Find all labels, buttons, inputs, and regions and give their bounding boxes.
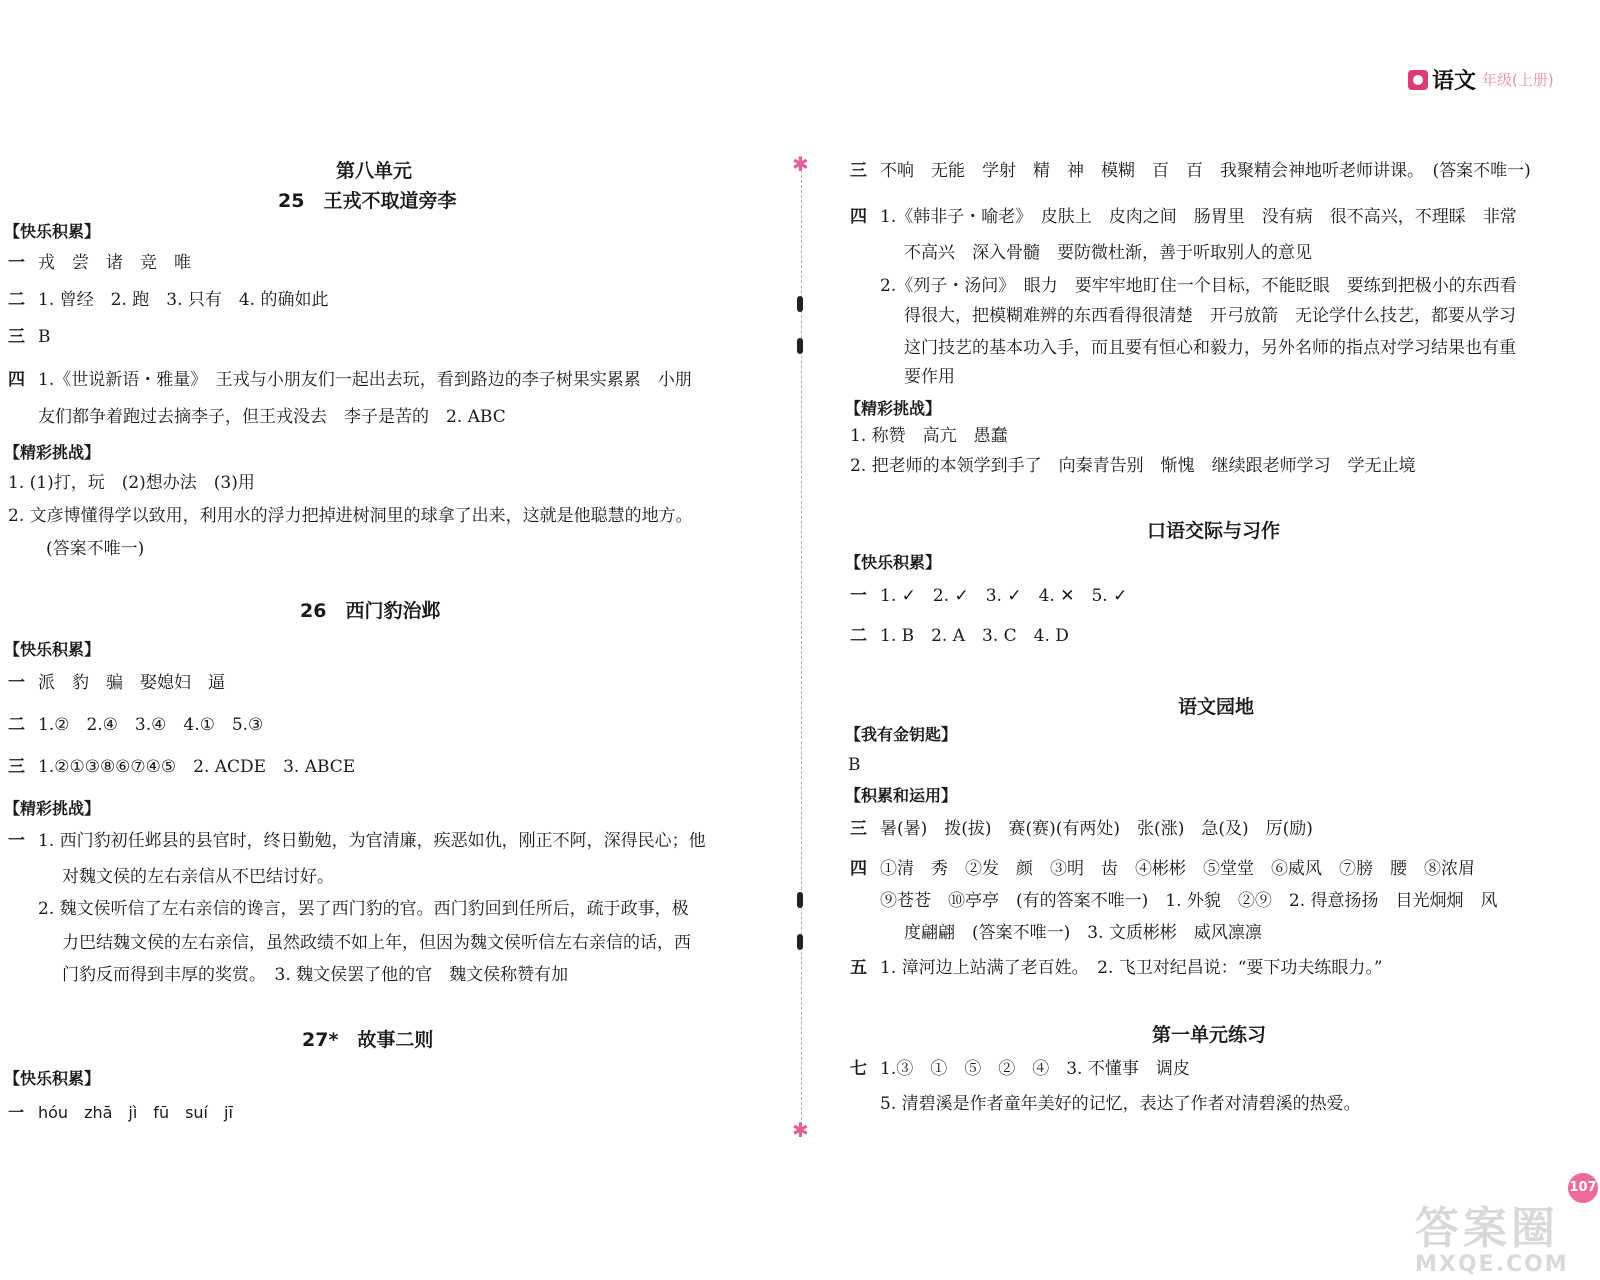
star-icon: ✱ <box>792 1118 809 1142</box>
section-label: 【精彩挑战】 <box>4 443 101 462</box>
lesson-title: 26 西门豹治邺 <box>300 600 441 622</box>
binding-dot <box>797 296 803 312</box>
answer-line: 1. 称赞 高亢 愚蠢 <box>850 426 1008 446</box>
book-logo <box>1408 64 1554 95</box>
answer-line: 二 1. B 2. A 3. C 4. D <box>850 626 1069 646</box>
answer-line: 一 1. ✓ 2. ✓ 3. ✓ 4. ✕ 5. ✓ <box>850 586 1128 606</box>
section-title: 第一单元练习 <box>1152 1024 1267 1046</box>
answer-line: (答案不唯一) <box>46 539 145 559</box>
answer-line: 度翩翩 (答案不唯一) 3. 文质彬彬 威风凛凛 <box>904 923 1262 943</box>
answer-line: 二 1. 曾经 2. 跑 3. 只有 4. 的确如此 <box>8 290 329 310</box>
answer-line: ⑨苍苍 ⑩亭亭 (有的答案不唯一) 1. 外貌 ②⑨ 2. 得意扬扬 目光炯炯 风 <box>880 891 1498 911</box>
answer-line: 五 1. 漳河边上站满了老百姓。 2. 飞卫对纪昌说：“要下功夫练眼力。” <box>850 958 1383 978</box>
answer-line: 得很大，把模糊难辨的东西看得很清楚 开弓放箭 无论学什么技艺，都要从学习 <box>904 306 1516 326</box>
section-label: 【积累和运用】 <box>845 786 958 805</box>
section-label: 【精彩挑战】 <box>4 799 101 818</box>
section-title: 语文园地 <box>1178 696 1255 718</box>
logo-title: 语文 <box>1432 69 1477 94</box>
star-icon: ✱ <box>792 152 809 176</box>
answer-line: 2. 文彦博懂得学以致用，利用水的浮力把掉进树洞里的球拿了出来，这就是他聪慧的地方。 <box>8 506 693 526</box>
answer-line: 一 hóu zhā jì fū suí jī <box>8 1103 233 1122</box>
answer-line: 力巴结魏文侯的左右亲信，虽然政绩不如上年，但因为魏文侯听信左右亲信的话，西 <box>62 933 691 953</box>
section-label: 【快乐积累】 <box>845 553 942 572</box>
page-divider <box>801 170 802 1130</box>
answer-line: 一 派 豹 骗 娶媳妇 逼 <box>8 673 225 693</box>
answer-line: 门豹反而得到丰厚的奖赏。 3. 魏文侯罢了他的官 魏文侯称赞有加 <box>62 965 569 985</box>
answer-line: 四 1.《世说新语・雅量》 王戎与小朋友们一起出去玩，看到路边的李子树果实累累 小朋 <box>8 370 692 390</box>
answer-line: 四 1.《韩非子・喻老》 皮肤上 皮肉之间 肠胃里 没有病 很不高兴，不理睬 非常 <box>850 207 1517 227</box>
answer-line: 这门技艺的基本功入手，而且要有恒心和毅力，另外名师的指点对学习结果也有重 <box>904 338 1516 358</box>
answer-line: 一 1. 西门豹初任邺县的县官时，终日勤勉，为官清廉，疾恶如仇，刚正不阿，深得民心；他 <box>8 831 706 851</box>
lesson-title: 25 王戎不取道旁李 <box>278 190 457 212</box>
answer-line: 5. 清碧溪是作者童年美好的记忆，表达了作者对清碧溪的热爱。 <box>880 1094 1361 1114</box>
answer-line: 不高兴 深入骨髓 要防微杜渐，善于听取别人的意见 <box>904 243 1312 263</box>
section-label: 【快乐积累】 <box>4 1069 101 1088</box>
binding-dot <box>797 338 803 354</box>
answer-line: 三 不响 无能 学射 精 神 模糊 百 百 我聚精会神地听老师讲课。 (答案不唯一) <box>850 161 1531 181</box>
unit-title: 第八单元 <box>336 160 413 182</box>
section-label: 【精彩挑战】 <box>845 399 942 418</box>
section-label: 【我有金钥匙】 <box>845 725 958 744</box>
section-title: 口语交际与习作 <box>1147 520 1281 542</box>
answer-line: 四 ①清 秀 ②发 颜 ③明 齿 ④彬彬 ⑤堂堂 ⑥威风 ⑦膀 腰 ⑧浓眉 <box>850 859 1475 879</box>
section-label: 【快乐积累】 <box>4 640 101 659</box>
section-label: 【快乐积累】 <box>4 222 101 241</box>
logo-grade: 年级(上册) <box>1482 71 1554 89</box>
answer-line: 友们都争着跑过去摘李子，但王戎没去 李子是苦的 2. ABC <box>38 407 506 427</box>
binding-dot <box>797 934 803 950</box>
page-number: 107 <box>1568 1173 1598 1203</box>
answer-line: 七 1.③ ① ⑤ ② ④ 3. 不懂事 调皮 <box>850 1059 1190 1079</box>
answer-line: 1. (1)打，玩 (2)想办法 (3)用 <box>8 473 255 493</box>
watermark: 答案圈 MXQE.COM <box>1415 1203 1569 1277</box>
answer-line: 三 B <box>8 327 51 347</box>
answer-line: 对魏文侯的左右亲信从不巴结讨好。 <box>62 867 334 887</box>
answer-line: 2. 把老师的本领学到手了 向秦青告别 惭愧 继续跟老师学习 学无止境 <box>850 456 1416 476</box>
answer-line: 三 1.②①③⑧⑥⑦④⑤ 2. ACDE 3. ABCE <box>8 757 356 777</box>
answer-line: 二 1.② 2.④ 3.④ 4.① 5.③ <box>8 715 264 735</box>
answer-line: 一 戎 尝 诸 竞 唯 <box>8 253 191 273</box>
answer-line: 2.《列子・汤问》 眼力 要牢牢地盯住一个目标，不能眨眼 要练到把极小的东西看 <box>880 276 1517 296</box>
binding-dot <box>797 892 803 908</box>
answer-line: B <box>848 755 861 775</box>
answer-line: 2. 魏文侯听信了左右亲信的谗言，罢了西门豹的官。西门豹回到任所后，疏于政事，极 <box>38 899 689 919</box>
answer-line: 三 暑(暑) 拨(拔) 赛(赛)(有两处) 张(涨) 急(及) 厉(励) <box>850 819 1313 839</box>
answer-line: 要作用 <box>904 367 955 387</box>
logo-icon <box>1408 70 1428 90</box>
lesson-title: 27* 故事二则 <box>302 1029 434 1051</box>
